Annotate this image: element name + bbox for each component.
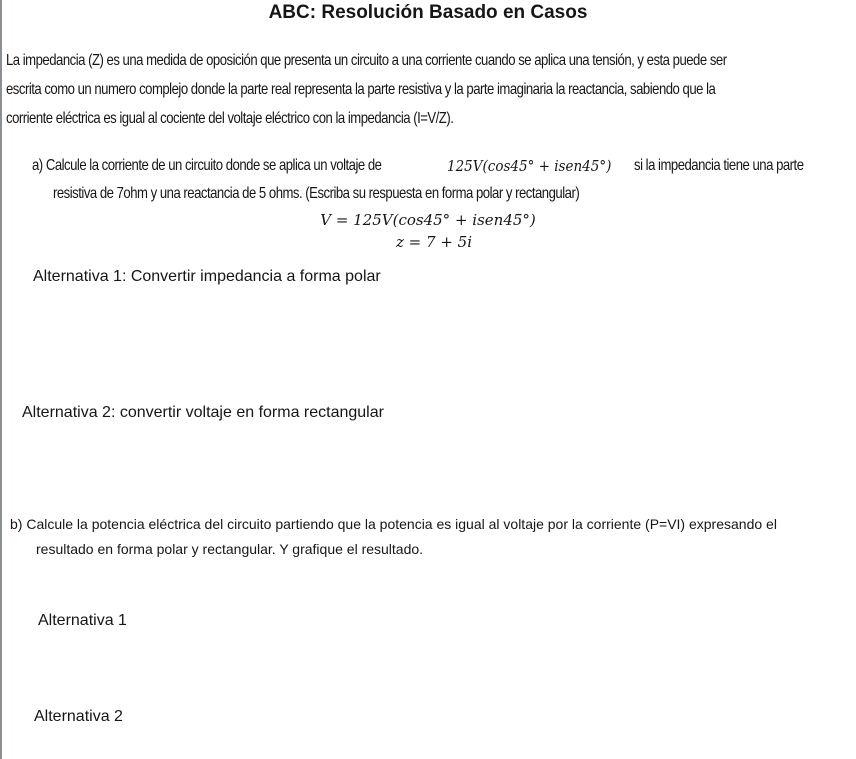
part-a-alternative-2: Alternativa 2: convertir voltaje en forma rectangular — [22, 404, 384, 421]
intro-line-3: corriente eléctrica es igual al cociente del voltaje eléctrico con la impedancia (I=V/Z). — [6, 110, 454, 127]
part-b-alternative-2: Alternativa 2 — [34, 708, 123, 725]
part-a-alternative-1: Alternativa 1: Convertir impedancia a forma polar — [33, 268, 381, 285]
intro-line-2: escrita como un numero complejo donde la parte real representa la parte resistiva y la parte imaginaria la reactancia, sabiendo que la — [6, 81, 716, 98]
part-a-line-2: resistiva de 7ohm y una reactancia de 5 ohms. (Escriba su respuesta en forma polar y rectangular) — [53, 185, 580, 202]
voltage-equation: V = 125V(cos45° + isen45°) — [320, 211, 536, 229]
part-b-line-1: b) Calcule la potencia eléctrica del circuito partiendo que la potencia es igual al voltaje por la corriente (P=VI) expresando el — [10, 516, 777, 532]
part-a-inline-voltage: 125V(cos45° + isen45°) — [447, 157, 612, 175]
part-a-suffix: si la impedancia tiene una parte — [634, 157, 804, 174]
part-b-alternative-1: Alternativa 1 — [38, 612, 127, 629]
part-b-line-2: resultado en forma polar y rectangular. Y grafique el resultado. — [36, 541, 424, 557]
part-a-line-1 — [32, 157, 804, 175]
intro-line-1: La impedancia (Z) es una medida de oposición que presenta un circuito a una corriente cuando se aplica una tensión, y esta puede ser — [6, 52, 727, 69]
part-a-prefix: a) Calcule la corriente de un circuito donde se aplica un voltaje de — [32, 157, 382, 174]
impedance-equation: z = 7 + 5i — [396, 233, 472, 251]
document-title: ABC: Resolución Basado en Casos — [268, 2, 588, 23]
page-left-border — [0, 0, 2, 759]
